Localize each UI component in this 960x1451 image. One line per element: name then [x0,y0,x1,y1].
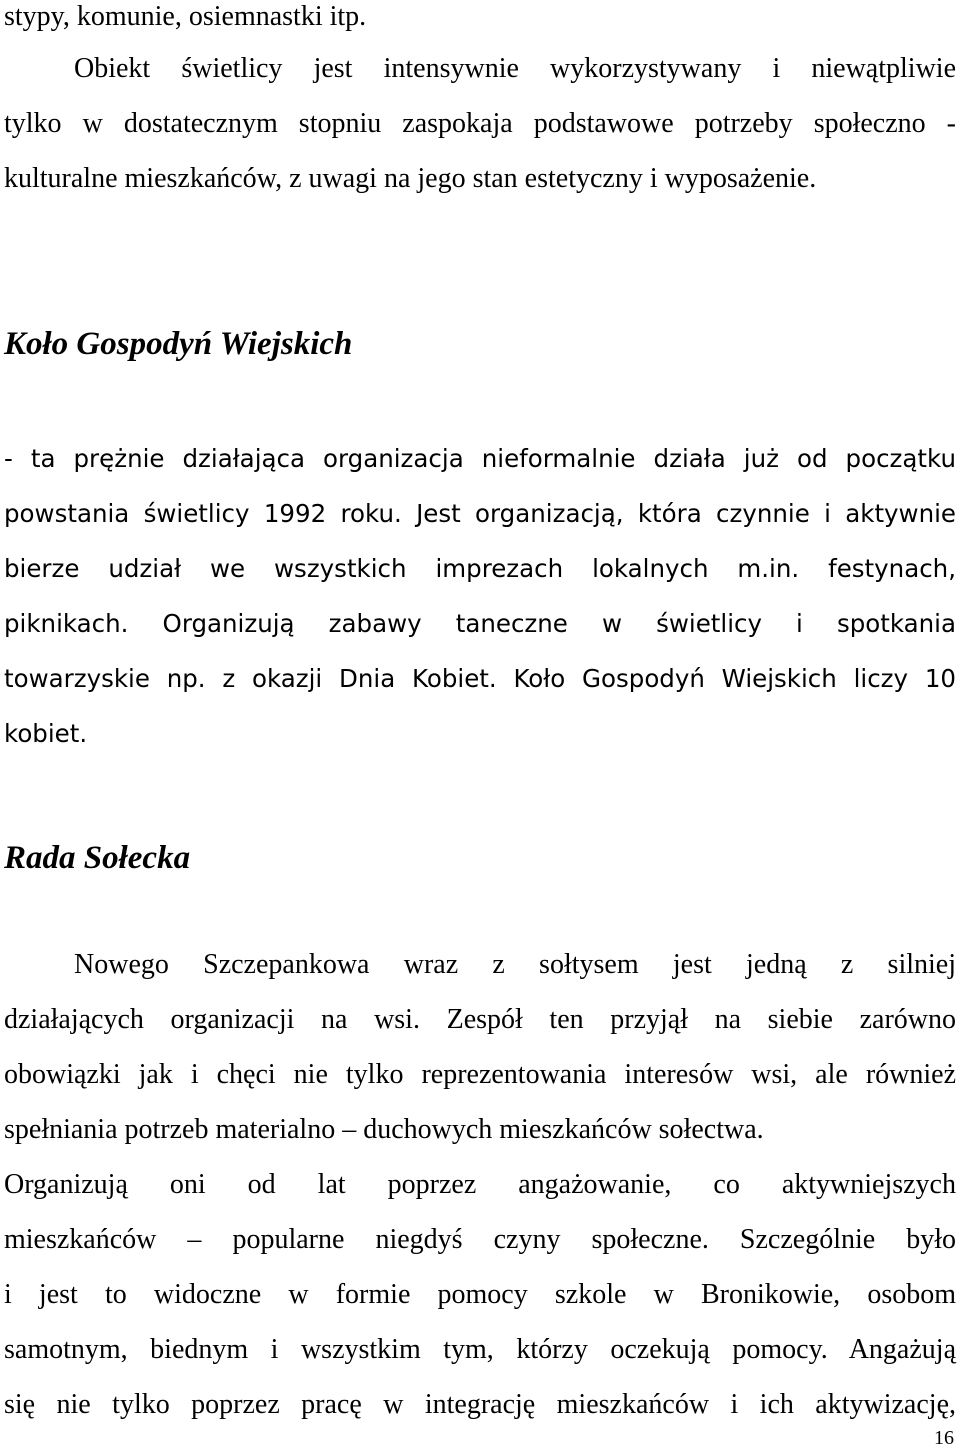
section1-line-5: towarzyskie np. z okazji Dnia Kobiet. Koło Gospodyń Wiejskich liczy 10 [4,664,956,693]
section2-line-5: Organizują oni od lat poprzez angażowanie, co aktywniejszych [4,1169,956,1200]
intro-line-2: Obiekt świetlicy jest intensywnie wykorzystywany i niewątpliwie [74,53,956,84]
section2-line-6: mieszkańców – popularne niegdyś czyny społeczne. Szczególnie było [4,1224,956,1255]
section1-line-6: kobiet. [4,719,88,748]
intro-line-1: stypy, komunie, osiemnastki itp. [4,1,367,32]
section1-line-4: piknikach. Organizują zabawy taneczne w świetlicy i spotkania [4,609,956,638]
section2-line-9: się nie tylko poprzez pracę w integrację mieszkańców i ich aktywizację, [4,1389,956,1420]
intro-line-3: tylko w dostatecznym stopniu zaspokaja podstawowe potrzeby społeczno - [4,108,956,139]
section-heading-kolo-gospodyn: Koło Gospodyń Wiejskich [4,326,353,362]
section2-line-3: obowiązki jak i chęci nie tylko reprezentowania interesów wsi, ale również [4,1059,956,1090]
section1-line-3: bierze udział we wszystkich imprezach lokalnych m.in. festynach, [4,554,956,583]
section2-line-2: działających organizacji na wsi. Zespół ten przyjął na siebie zarówno [4,1004,956,1035]
section2-line-7: i jest to widoczne w formie pomocy szkole w Bronikowie, osobom [4,1279,956,1310]
section2-line-4: spełniania potrzeb materialno – duchowych mieszkańców sołectwa. [4,1114,764,1145]
section2-line-8: samotnym, biednym i wszystkim tym, którzy oczekują pomocy. Angażują [4,1334,956,1365]
section-heading-rada-solecka: Rada Sołecka [4,840,191,876]
section1-line-2: powstania świetlicy 1992 roku. Jest organizacją, która czynnie i aktywnie [4,499,956,528]
section2-line-1: Nowego Szczepankowa wraz z sołtysem jest jedną z silniej [74,949,956,980]
intro-line-4: kulturalne mieszkańców, z uwagi na jego stan estetyczny i wyposażenie. [4,163,817,194]
section1-line-1: - ta prężnie działająca organizacja nieformalnie działa już od początku [4,444,956,473]
page-number: 16 [934,1427,954,1449]
